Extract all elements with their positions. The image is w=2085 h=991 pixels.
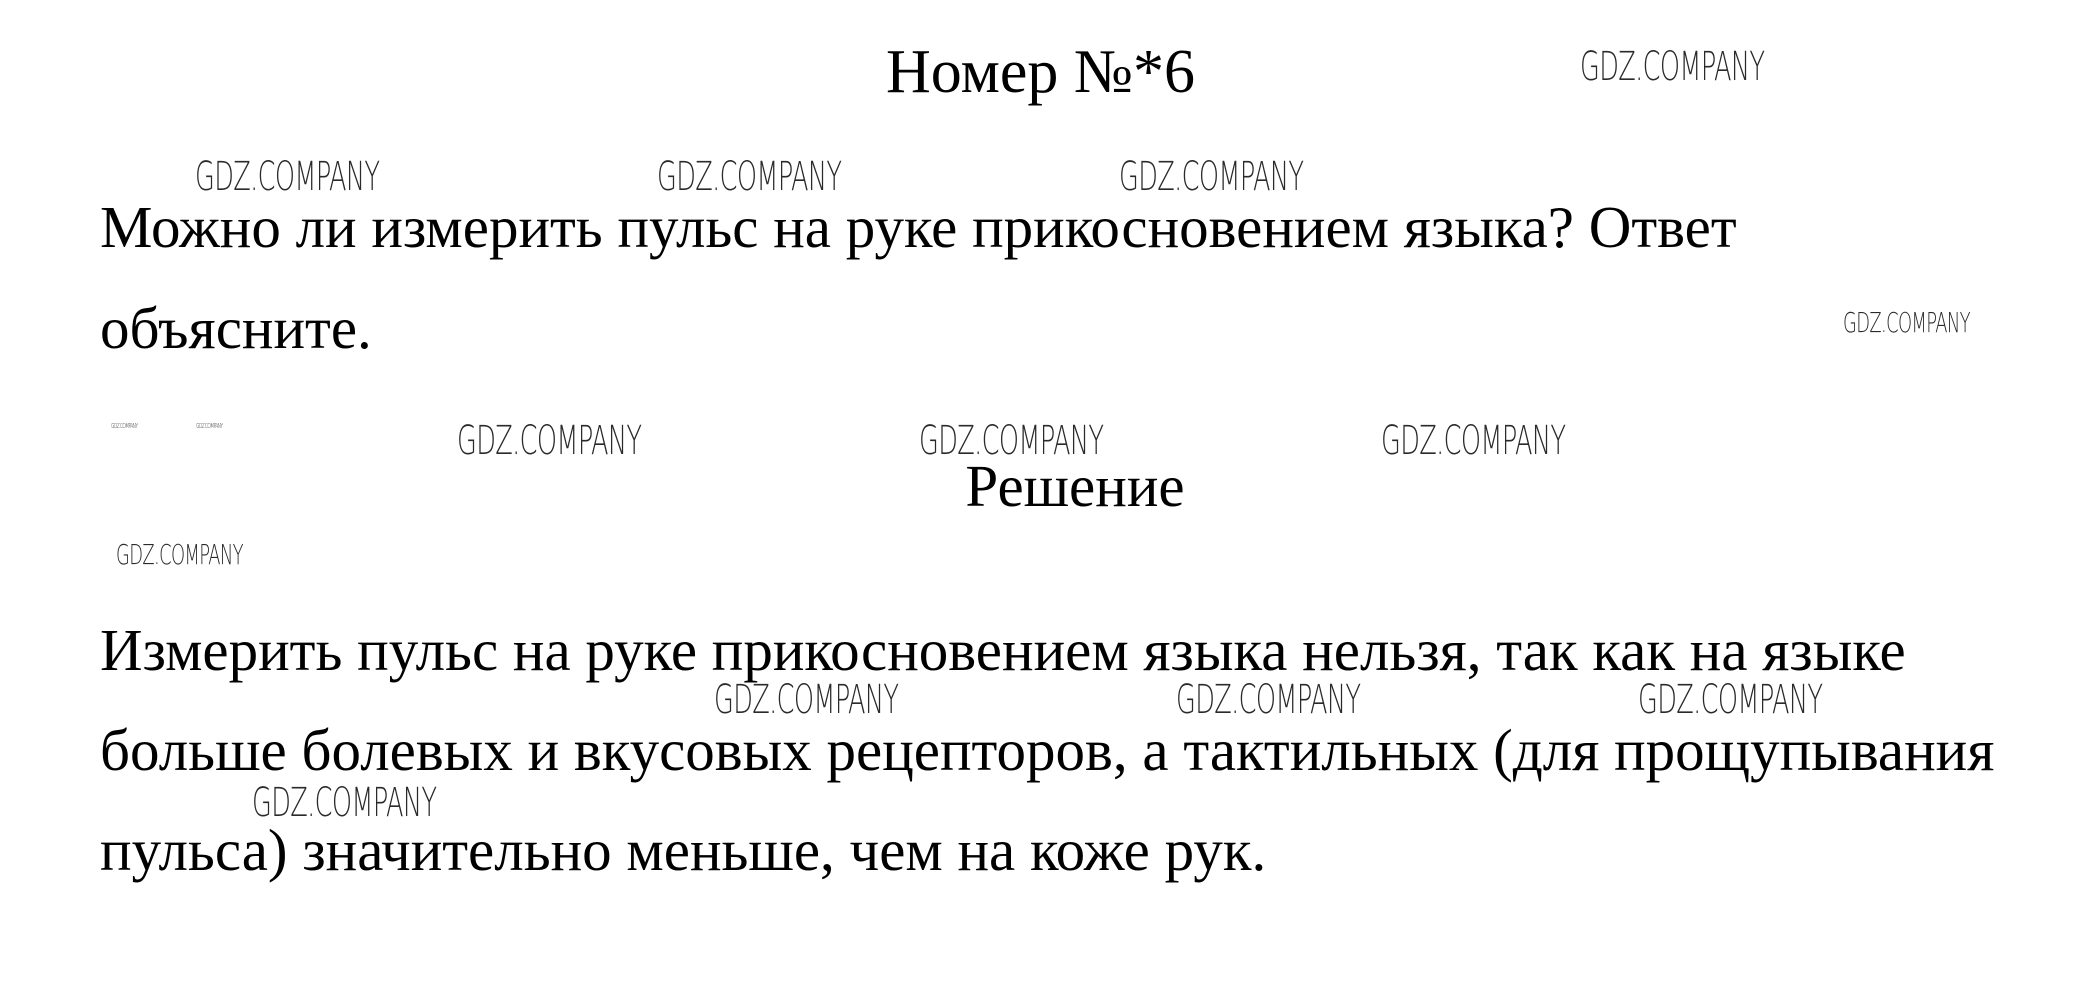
watermark-logo: GDZ.COMPANY <box>1843 306 1970 339</box>
watermark-logo: GDZ.COMPANY <box>1381 418 1566 464</box>
question-line-1: Можно ли измерить пульс на руке прикосновением языка? Ответ <box>100 194 1737 260</box>
problem-title: Номер №*6 <box>885 38 1195 106</box>
watermark-logo: GDZ.COMPANY <box>714 677 899 723</box>
watermark-logo: GDZ.COMPANY <box>195 154 380 200</box>
watermark-logo: GDZ.COMPANY <box>1580 44 1765 90</box>
watermark-logo: GDZ.COMPANY <box>116 538 243 571</box>
answer-line-2: больше болевых и вкусовых рецепторов, а тактильных (для прощупывания <box>100 717 1995 783</box>
answer-line-1: Измерить пульс на руке прикосновением языка нельзя, так как на языке <box>100 617 1906 683</box>
watermark-logo: GDZ.COMPANY <box>196 422 223 430</box>
watermark-logo: GDZ.COMPANY <box>1176 677 1361 723</box>
answer-line-3: пульса) значительно меньше, чем на коже рук. <box>100 817 1267 883</box>
question-line-2: объясните. <box>100 295 372 361</box>
watermark-logo: GDZ.COMPANY <box>1638 677 1823 723</box>
watermark-logo: GDZ.COMPANY <box>657 154 842 200</box>
watermark-logo: GDZ.COMPANY <box>111 422 138 430</box>
watermark-logo: GDZ.COMPANY <box>919 418 1104 464</box>
watermark-logo: GDZ.COMPANY <box>457 418 642 464</box>
watermark-logo: GDZ.COMPANY <box>1119 154 1304 200</box>
watermark-logo: GDZ.COMPANY <box>252 780 437 826</box>
solution-heading: Решение <box>965 453 1185 519</box>
